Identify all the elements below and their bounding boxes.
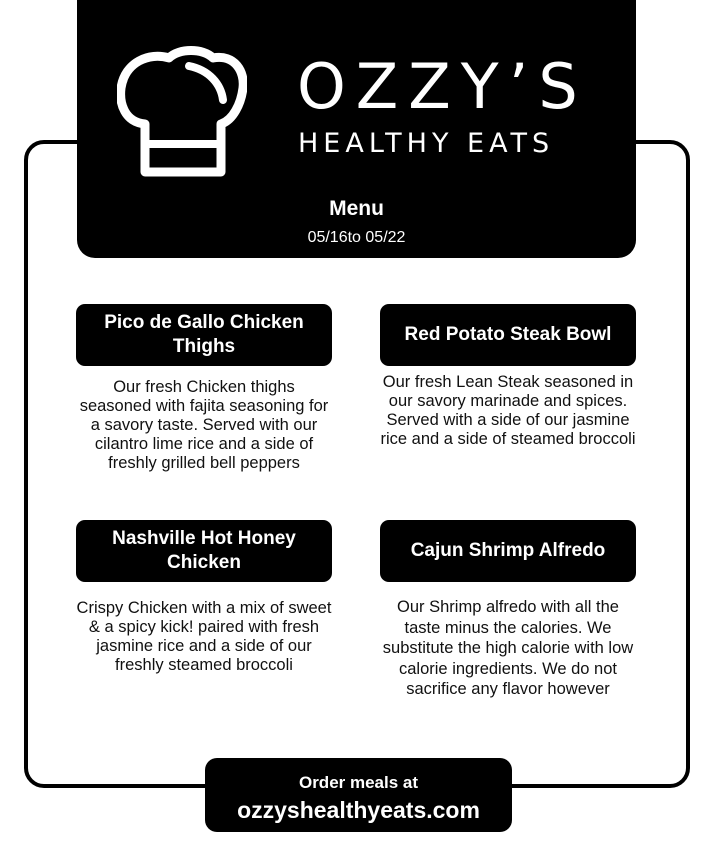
brand-name: OZZY’S [297,50,588,123]
dish-title-nashville-hot-honey: Nashville Hot Honey Chicken [76,520,332,582]
dish-title-pico-de-gallo: Pico de Gallo Chicken Thighs [76,304,332,366]
dish-description-red-potato-steak: Our fresh Lean Steak seasoned in our savory marinade and spices. Served with a side of our jasmine rice and a side of steamed broccoli [380,373,636,448]
dish-description-pico-de-gallo: Our fresh Chicken thighs seasoned with fajita seasoning for a savory taste. Served with our cilantro lime rice and a side of freshly grilled bell peppers [79,378,329,472]
header-banner [77,0,636,258]
dish-description-nashville-hot-honey: Crispy Chicken with a mix of sweet & a spicy kick! paired with fresh jasmine rice and a side of our freshly steamed broccoli [76,599,332,674]
website-link[interactable]: ozzyshealthyeats.com [237,797,480,823]
order-cta[interactable] [205,758,512,832]
menu-dates: 05/16to 05/22 [307,229,406,246]
brand-tagline: HEALTHY EATS [298,128,555,159]
chef-hat-icon [117,44,247,178]
dish-description-cajun-shrimp-alfredo: Our Shrimp alfredo with all the taste minus the calories. We substitute the high calorie with low calorie ingredients. We do not sacrifice any flavor however [382,598,634,698]
cta-text: Order meals at [298,773,419,792]
dish-title-red-potato-steak: Red Potato Steak Bowl [380,304,636,366]
menu-title: Menu [329,197,384,220]
dish-title-cajun-shrimp-alfredo: Cajun Shrimp Alfredo [380,520,636,582]
